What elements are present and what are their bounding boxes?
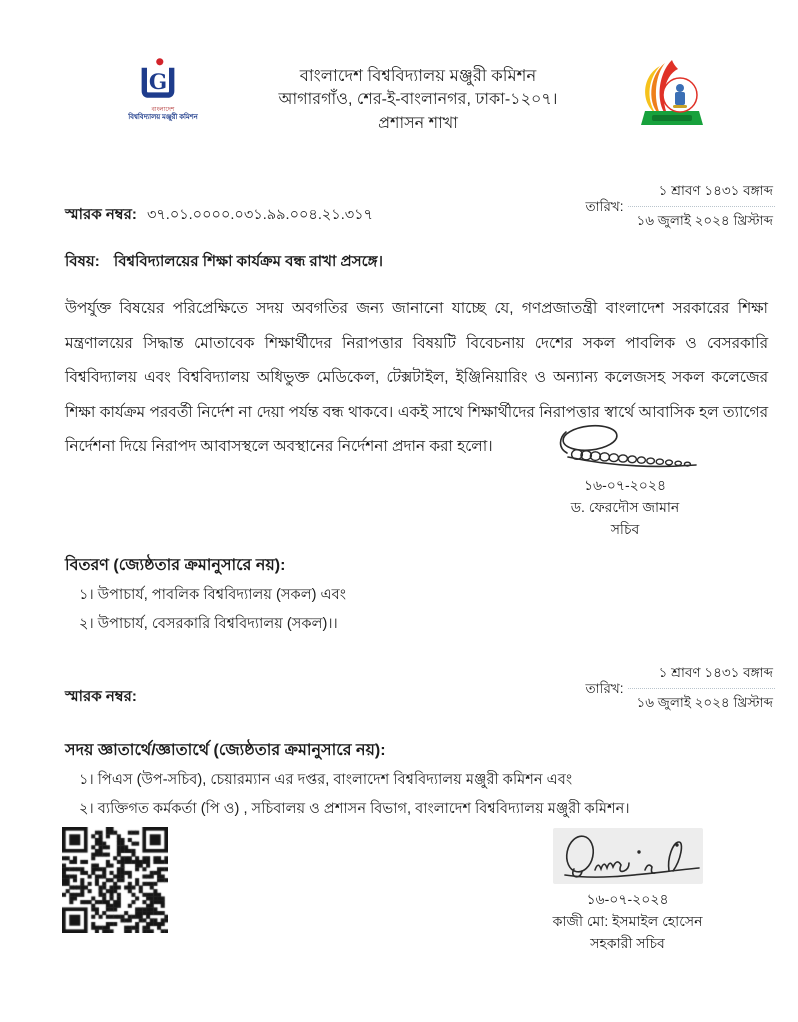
cc-list bbox=[79, 766, 630, 824]
qr-code bbox=[62, 827, 168, 933]
date-bangla-1: ১ শ্রাবণ ১৪৩১ বঙ্গাব্দ bbox=[628, 180, 775, 207]
signature-1-date: ১৬-০৭-২০২৪ bbox=[583, 477, 667, 493]
subject-row bbox=[65, 250, 383, 275]
signature-2-date: ১৬-০৭-২০২৪ bbox=[586, 891, 669, 907]
memo-number-value: ৩৭.০১.০০০০.০৩১.৯৯.০০৪.২১.৩১৭ bbox=[146, 207, 373, 223]
ugc-logo bbox=[130, 57, 186, 107]
distribution-item-2: ২। উপাচার্য, বেসরকারি বিশ্ববিদ্যালয় (সকল)।। bbox=[79, 616, 338, 632]
distribution-heading: বিতরণ (জ্যেষ্ঠতার ক্রমানুসারে নয়): bbox=[65, 557, 286, 574]
organization-name: বাংলাদেশ বিশ্ববিদ্যালয় মঞ্জুরী কমিশন bbox=[299, 67, 537, 85]
signature-block-2 bbox=[540, 828, 715, 954]
date-gregorian-1: ১৬ জুলাই ২০২৪ খ্রিস্টাব্দ bbox=[636, 213, 773, 228]
date-label-2: তারিখ: bbox=[585, 681, 624, 696]
ugc-caption-line2: বিশ্ববিদ্যালয় মঞ্জুরী কমিশন bbox=[128, 114, 198, 121]
signature-1-title: সচিব bbox=[610, 521, 640, 537]
svg-text:G: G bbox=[148, 70, 168, 96]
organization-address: আগারগাঁও, শের-ই-বাংলানগর, ঢাকা-১২০৭। bbox=[278, 91, 558, 108]
date-gregorian-2: ১৬ জুলাই ২০২৪ খ্রিস্টাব্দ bbox=[636, 695, 773, 710]
memo-number-label-2: স্মারক নম্বর: bbox=[65, 688, 137, 705]
subject-label: বিষয়: bbox=[65, 253, 100, 270]
distribution-item-1: ১। উপাচার্য, পাবলিক বিশ্ববিদ্যালয় (সকল) এবং bbox=[79, 587, 347, 603]
date-label-1: তারিখ: bbox=[585, 199, 624, 214]
signature-1-name: ড. ফেরদৌস জামান bbox=[570, 499, 680, 515]
signature-2-name: কাজী মো: ইসমাইল হোসেন bbox=[552, 913, 703, 929]
date-block-2 bbox=[586, 662, 775, 715]
signature-1-scrawl bbox=[550, 424, 700, 470]
date-block-1 bbox=[586, 180, 775, 233]
ugc-caption-line1: বাংলাদেশ bbox=[151, 107, 175, 113]
body-paragraph: উপর্যুক্ত বিষয়ের পরিপ্রেক্ষিতে সদয় অবগতির জন্য জানানো যাচ্ছে যে, গণপ্রজাতন্ত্রী বাংলাদেশ সরকারের শিক্ষা মন্ত্রণালয়ের সিদ্ধান্ত মোতাবেক শিক্ষার্থীদের নিরাপত্তার বিষয়টি বিবেচনায় দেশের সকল পাবলিক ও বেসরকারি বিশ্ববিদ্যালয় এবং বিশ্ববিদ্যালয় অধিভুক্ত মেডিকেল, টেক্সটাইল, ইঞ্জিনিয়ারিং ও অন্যান্য কলেজসহ সকল কলেজের শিক্ষা কার্যক্রম পরবর্তী নির্দেশ না দেয়া পর্যন্ত বন্ধ থাকবে। একই সাথে শিক্ষার্থীদের নিরাপত্তার স্বার্থে আবাসিক হল ত্যাগের নির্দেশনা দিয়ে নিরাপদ আবাসস্থলে অবস্থানের নির্দেশনা প্রদান করা হলো। bbox=[65, 300, 768, 455]
letterhead bbox=[198, 64, 638, 136]
signature-block-1 bbox=[540, 424, 710, 540]
signature-2-title: সহকারী সচিব bbox=[590, 935, 665, 951]
memo-number-row-2 bbox=[65, 685, 137, 710]
organization-section: প্রশাসন শাখা bbox=[378, 115, 458, 132]
cc-item-1: ১। পিএস (উপ-সচিব), চেয়ারম্যান এর দপ্তর, বাংলাদেশ বিশ্ববিদ্যালয় মঞ্জুরী কমিশন এবং bbox=[79, 772, 573, 788]
subject-text: বিশ্ববিদ্যালয়ের শিক্ষা কার্যক্রম বন্ধ রাখা প্রসঙ্গে। bbox=[113, 253, 383, 270]
signature-1-loops bbox=[572, 450, 691, 466]
signature-2-scrawl bbox=[553, 828, 703, 884]
date-bangla-2: ১ শ্রাবণ ১৪৩১ বঙ্গাব্দ bbox=[628, 662, 775, 689]
mujib-100-logo bbox=[631, 60, 709, 132]
cc-heading: সদয় জ্ঞাতার্থে/জ্ঞাতার্থে (জ্যেষ্ঠতার ক্রমানুসারে নয়): bbox=[65, 742, 386, 759]
cc-item-2: ২। ব্যক্তিগত কর্মকর্তা (পি ও) , সচিবালয় ও প্রশাসন বিভাগ, বাংলাদেশ বিশ্ববিদ্যালয় মঞ্জুরী কমিশন। bbox=[79, 801, 630, 817]
memo-number-label-1: স্মারক নম্বর: bbox=[65, 206, 137, 223]
memo-number-row-1 bbox=[65, 203, 373, 228]
distribution-list bbox=[79, 581, 346, 639]
